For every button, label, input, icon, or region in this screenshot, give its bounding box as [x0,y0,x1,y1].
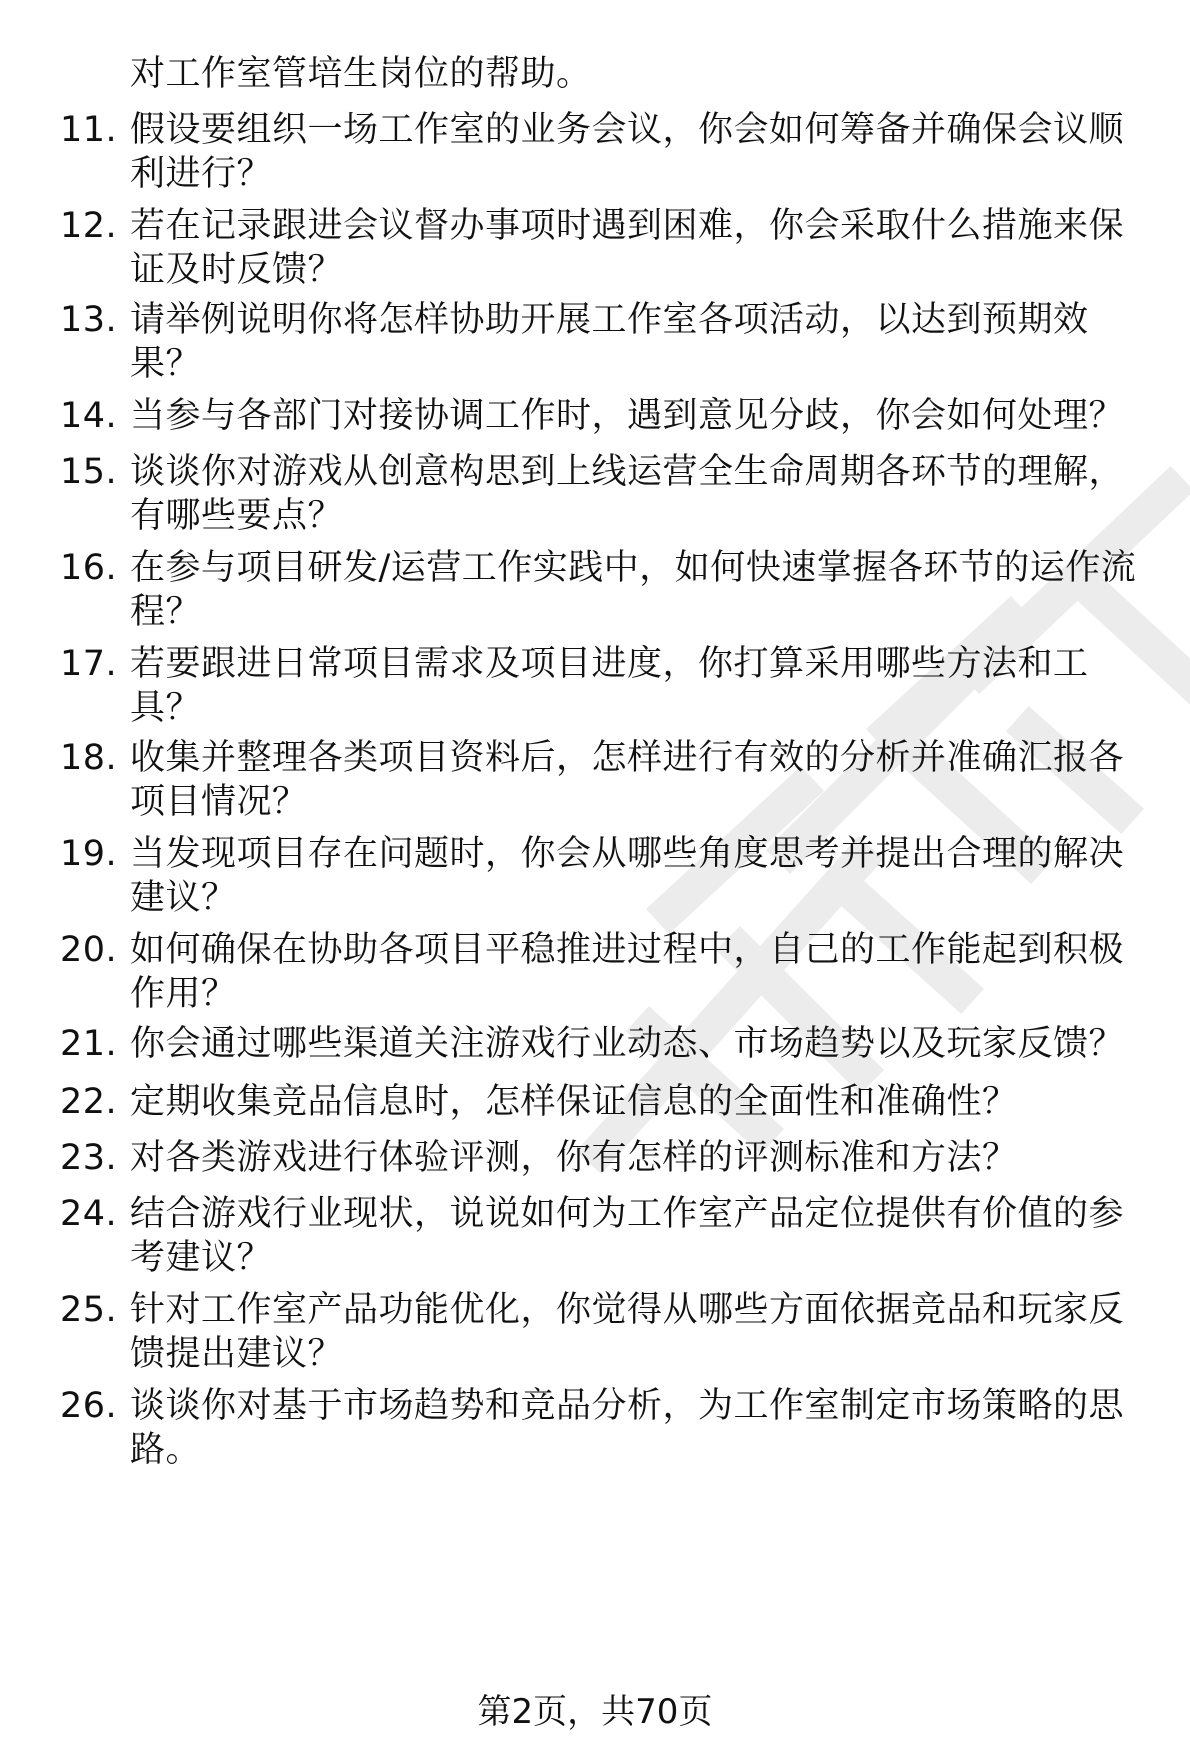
item-text: 针对工作室产品功能优化，你觉得从哪些方面依据竞品和玩家反 馈提出建议？ [130,1290,1125,1374]
item-number: 22. [60,1082,118,1122]
item-number: 21. [60,1024,118,1064]
item-text: 定期收集竞品信息时，怎样保证信息的全面性和准确性？ [130,1082,1018,1122]
continuation-line: 对工作室管培生岗位的帮助。 [130,54,592,94]
item-text: 在参与项目研发/运营工作实践中，如何快速掌握各环节的运作流 程？ [130,548,1137,632]
item-text: 收集并整理各类项目资料后，怎样进行有效的分析并准确汇报各 项目情况？ [130,738,1125,822]
item-text: 假设要组织一场工作室的业务会议，你会如何筹备并确保会议顺 利进行？ [130,110,1125,194]
item-text: 谈谈你对游戏从创意构思到上线运营全生命周期各环节的理解， 有哪些要点？ [130,452,1125,536]
item-number: 13. [60,300,118,340]
item-number: 18. [60,738,118,778]
item-text: 谈谈你对基于市场趋势和竞品分析，为工作室制定市场策略的思 路。 [130,1386,1125,1470]
item-text: 若要跟进日常项目需求及项目进度，你打算采用哪些方法和工 具？ [130,644,1089,728]
page-number-footer: 第2页，共70页 [477,1692,713,1732]
item-number: 26. [60,1386,118,1426]
item-text: 对各类游戏进行体验评测，你有怎样的评测标准和方法？ [130,1138,1018,1178]
item-number: 14. [60,396,118,436]
item-number: 12. [60,206,118,246]
item-number: 15. [60,452,118,492]
item-number: 20. [60,930,118,970]
item-number: 11. [60,110,118,150]
item-number: 19. [60,834,118,874]
item-number: 16. [60,548,118,588]
item-text: 你会通过哪些渠道关注游戏行业动态、市场趋势以及玩家反馈？ [130,1024,1125,1064]
item-text: 如何确保在协助各项目平稳推进过程中，自己的工作能起到积极 作用？ [130,930,1125,1014]
item-text: 请举例说明你将怎样协助开展工作室各项活动，以达到预期效 果？ [130,300,1089,384]
item-number: 17. [60,644,118,684]
item-text: 若在记录跟进会议督办事项时遇到困难，你会采取什么措施来保 证及时反馈？ [130,206,1125,290]
item-number: 23. [60,1138,118,1178]
item-text: 当发现项目存在问题时，你会从哪些角度思考并提出合理的解决 建议？ [130,834,1125,918]
item-text: 结合游戏行业现状，说说如何为工作室产品定位提供有价值的参 考建议？ [130,1194,1125,1278]
item-number: 24. [60,1194,118,1234]
item-number: 25. [60,1290,118,1330]
item-text: 当参与各部门对接协调工作时，遇到意见分歧，你会如何处理？ [130,396,1125,436]
